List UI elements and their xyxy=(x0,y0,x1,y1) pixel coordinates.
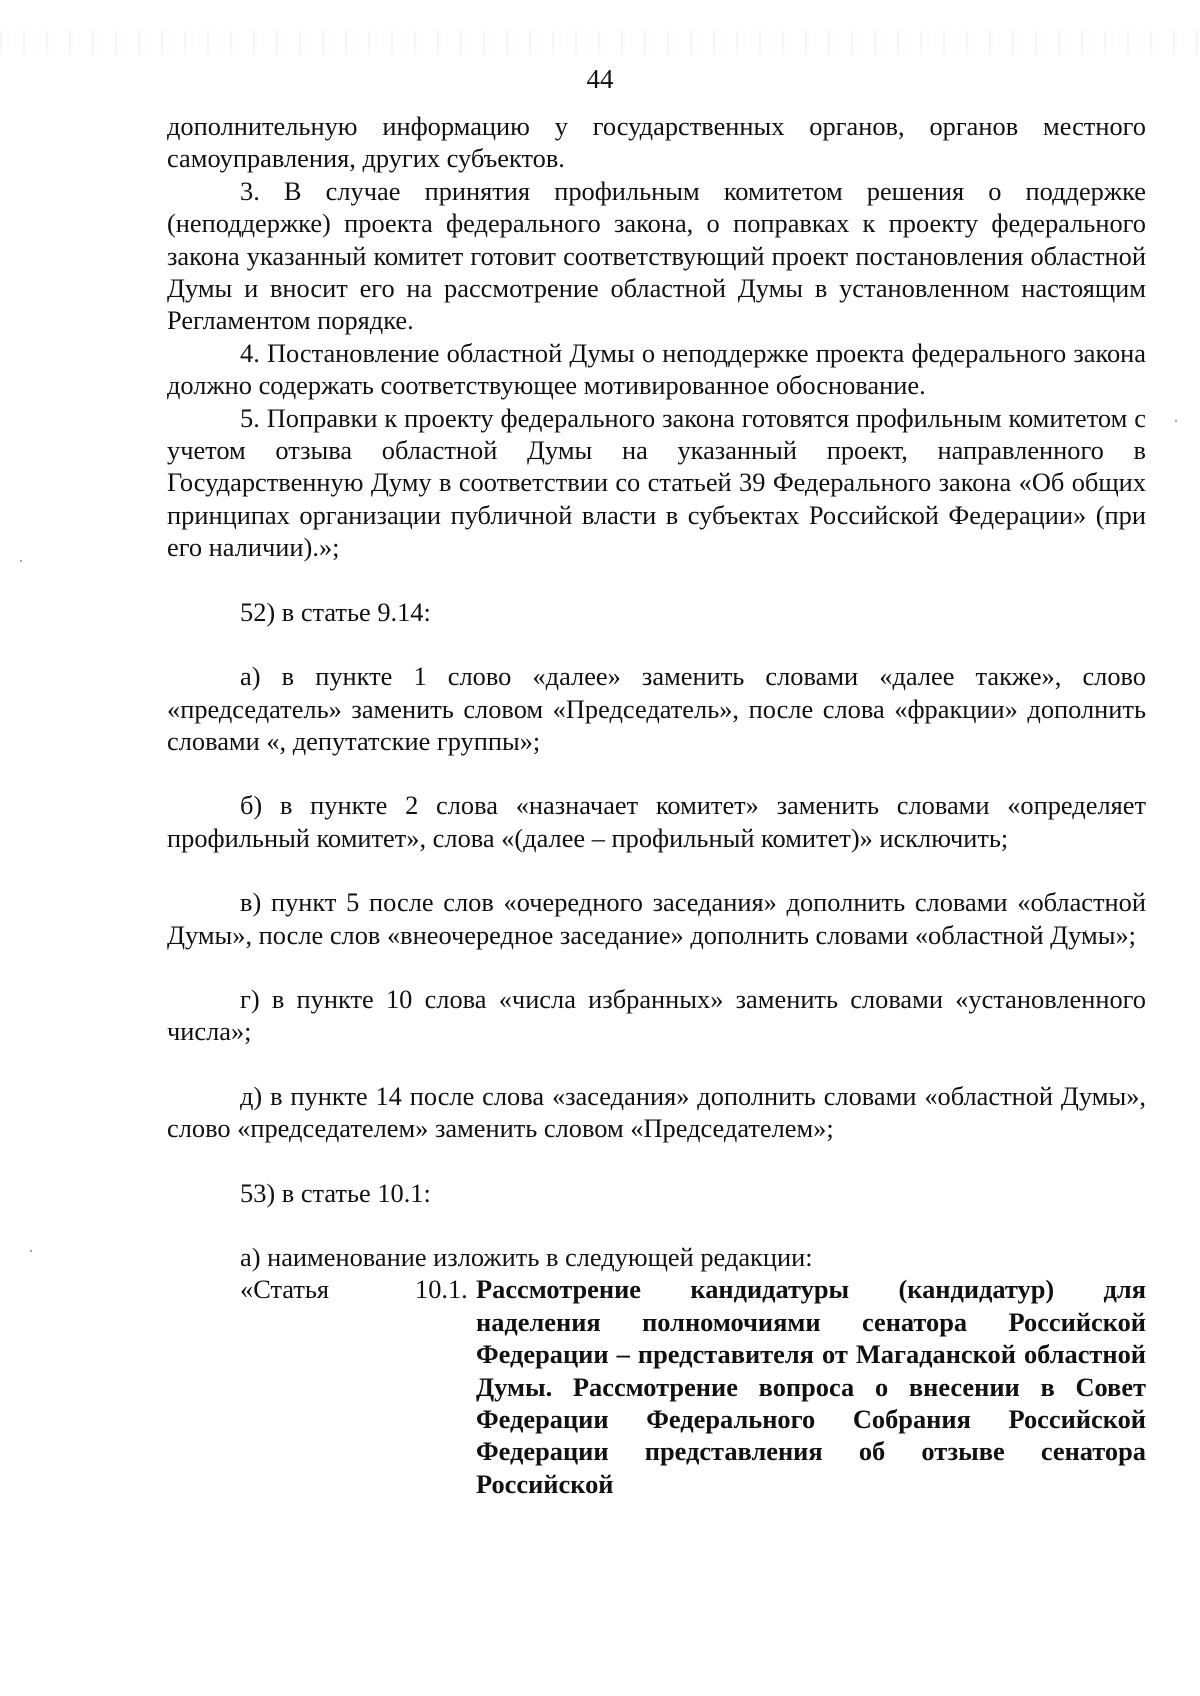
article-heading xyxy=(167,1273,1146,1500)
scan-noise-strip xyxy=(0,30,1200,54)
paragraph-subitem-a: а) в пункте 1 слово «далее» заменить словами «далее также», слово «председатель» заменить словом «Председатель», после слова «фракции» дополнить словами «, депутатские группы»; xyxy=(167,661,1146,756)
paragraph-item-5: 5. Поправки к проекту федерального закона готовятся профильным комитетом с учетом отзыва областной Думы на указанный проект, направленного в Государственную Думу в соответствии со статьей 39 Федерального закона «Об общих принципах организации публичной власти в субъектах Российской Федерации» (при его наличии).»; xyxy=(167,402,1146,563)
spacer xyxy=(167,628,1146,660)
paragraph-item-52: 52) в статье 9.14: xyxy=(240,596,431,627)
article-title: Рассмотрение кандидатуры (кандидатур) для наделения полномочиями сенатора Российской Федерации – представителя от Магаданской областной Думы. Рассмотрение вопроса о внесении в Совет Федерации Федерального Собрания Российской Федерации представления об отзыве сенатора Российской xyxy=(476,1274,1146,1499)
scan-speck xyxy=(30,1250,32,1252)
spacer xyxy=(167,757,1146,789)
paragraph-subitem-v: в) пункт 5 после слов «очередного заседания» дополнить словами «областной Думы», после слов «внеочередное заседание» дополнить словами «областной Думы»; xyxy=(167,887,1146,950)
paragraph-item-4: 4. Постановление областной Думы о неподдержке проекта федерального закона должно содержать соответствующее мотивированное обоснование. xyxy=(167,337,1146,401)
scan-speck xyxy=(1175,420,1177,422)
spacer xyxy=(167,951,1146,983)
paragraph-subitem-b: б) в пункте 2 слова «назначает комитет» заменить словами «определяет профильный комитет», слова «(далее – профильный комитет)» исключить; xyxy=(167,790,1146,853)
paragraph-continuation: дополнительную информацию у государственных органов, органов местного самоуправления, других субъектов. xyxy=(167,111,1146,174)
article-number: 10.1. xyxy=(415,1274,468,1305)
paragraph-item-53: 53) в статье 10.1: xyxy=(240,1177,431,1208)
paragraph-subitem-a-name: а) наименование изложить в следующей редакции: xyxy=(240,1241,813,1272)
spacer xyxy=(167,854,1146,886)
article-word: «Статья xyxy=(240,1274,330,1305)
paragraph-item-3: 3. В случае принятия профильным комитетом решения о поддержке (неподдержке) проекта федерального закона, о поправках к проекту федерального закона указанный комитет готовит соответствующий проект постановления областной Думы и вносит его на рассмотрение областной Думы в установленном настоящим Регламентом порядке. xyxy=(167,175,1146,336)
paragraph-subitem-d: д) в пункте 14 после слова «заседания» дополнить словами «областной Думы», слово «председателем» заменить словом «Председателем»; xyxy=(167,1080,1146,1144)
spacer xyxy=(167,564,1146,596)
spacer xyxy=(167,1209,1146,1241)
document-body xyxy=(167,110,1146,1500)
spacer xyxy=(167,1145,1146,1177)
spacer xyxy=(167,1048,1146,1080)
scan-speck xyxy=(20,560,22,562)
paragraph-subitem-g: г) в пункте 10 слова «числа избранных» заменить словами «установленного числа»; xyxy=(167,983,1146,1047)
page-number: 44 xyxy=(586,64,614,94)
